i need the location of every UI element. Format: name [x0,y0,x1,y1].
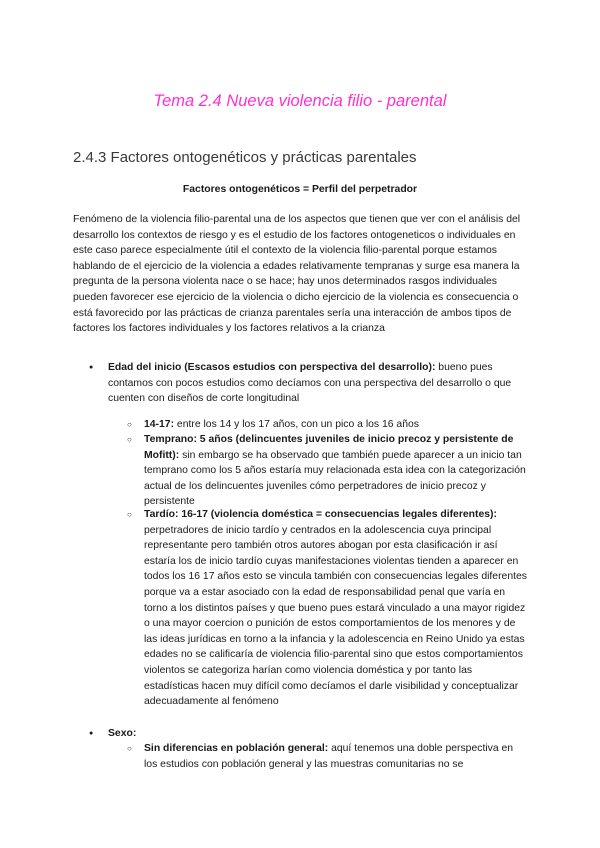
sub-bullet-sin-diferencias [144,741,528,772]
bullet-label: Edad del inicio (Escasos estudios con perspectiva del desarrollo): [108,362,436,373]
sub-bullet-text: aquí tenemos una doble perspectiva en los estudios con población general y las muestras comunitarias no se [144,743,514,770]
sub-bullet-text: entre los 14 y los 17 años, con un pico a los 16 años [174,419,419,430]
bullet-label: Sexo: [108,728,137,739]
bullet-sexo [108,726,528,742]
sub-bullet-tardio [144,507,528,710]
sub-bullet-label: 14-17: [144,419,175,430]
bullet-text: bueno pues contamos con pocos estudios como decíamos con una perspectiva del desarrollo o que cuenten con diseños de corte longitudinal [108,362,512,405]
section-subtitle: 2.4.3 Factores ontogenéticos y prácticas parentales [73,149,417,166]
sub-bullet-label: Tardío: 16-17 (violencia doméstica = consecuencias legales diferentes): [144,509,497,520]
sub-bullet-text: perpetradores de inicio tardío y centrados en la adolescencia cuya principal representante pero también otros autores abogan por esta clasificación ir así estaría los de inicio tardío cuyas manifestaciones violentas tienden a aparecer en todos los 16 17 años esto se vincula también con consecuencias legales diferentes porque va a estar asociado con la edad de responsabilidad penal que varía en torno a los distintos países y que bueno pues estará vinculado a una mayor rigidez o una mayor coercion o punición de estos comportamientos de los menores y de las ideas jurídicas en torno a la infancia y la adolescencia en Reino Unido ya estas edades no se calificaría de violencia filio-parental sino que estos comportamientos violentos se categoriza harían como violencia doméstica y por tanto las estadísticas hacen muy difícil como decíamos el darle visibilidad y conceptualizar adecuadamente al fenómeno [144,524,527,708]
sub-bullet-14-17 [144,417,528,433]
intro-paragraph: Fenómeno de la violencia filio-parental una de los aspectos que tienen que ver con el análisis del desarrollo los contextos de riesgo y es el estudio de los factores ontogeneticos o individuales en este caso parece especialmente útil el contexto de la violencia filio-parental porque estamos hablando de el ejercicio de la violencia a edades relativamente tempranas y surge esa manera la pregunta de la persona violenta nace o se hace; hay unos determinados rasgos individuales pueden favorecer ese ejercicio de la violencia o dicho ejercicio de la violencia es consecuencia o está favorecido por las prácticas de crianza parentales sería una interacción de ambos tipos de factores los factores individuales y los factores relativos a la crianza [73,214,521,335]
document-title: Tema 2.4 Nueva violencia filio - parental [153,92,447,110]
section-heading: Factores ontogenéticos = Perfil del perpetrador [182,184,418,195]
sub-bullet-label: Temprano: 5 años (delincuentes juveniles de inicio precoz y persistente de Mofitt): [144,434,514,461]
sub-bullet-label: Sin diferencias en población general: [144,743,329,754]
sub-bullet-temprano [144,432,528,510]
bullet-edad-del-inicio [108,360,528,407]
sub-bullet-text: sin embargo se ha observado que también puede aparecer a un inicio tan temprano como los 5 años estaría muy relacionada esta idea con la categorización actual de los delincuentes juveniles cómo perpetradores de inicio precoz y persistente [144,449,526,508]
